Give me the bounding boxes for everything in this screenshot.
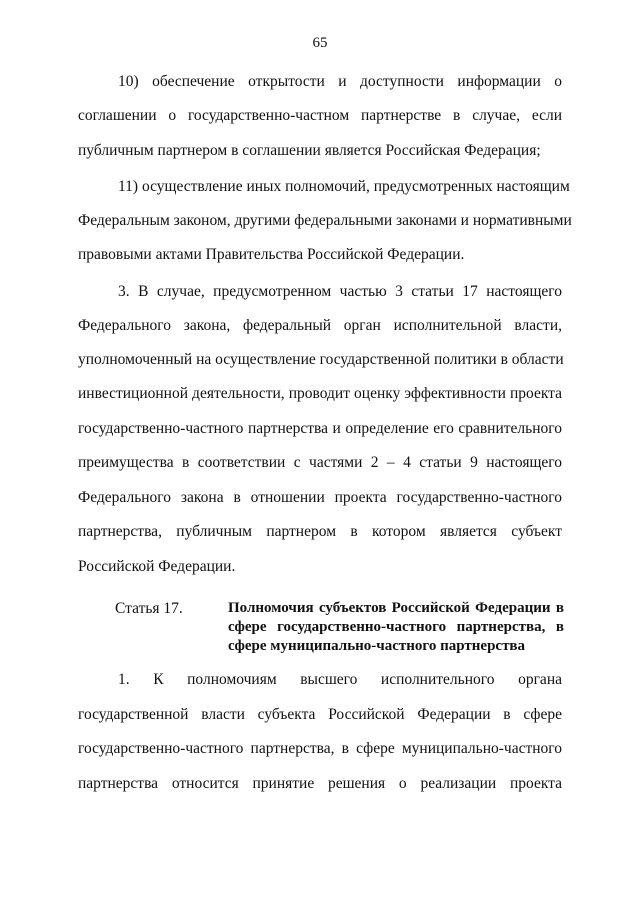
article-title-line-2: сфере государственно-частного партнерства, в [228, 619, 564, 635]
item-11-line-3: правовыми актами Правительства Российской Федерации. [78, 246, 465, 263]
article-17-part-1-line-3: государственно-частного партнерства, в сфере муниципально-частного [78, 740, 562, 757]
article-title-line-3: сфере муниципально-частного партнерства [228, 638, 526, 654]
part-3-line-6: преимущества в соответствии с частями 2 – 4 статьи 9 настоящего [78, 454, 562, 471]
article-title [228, 599, 564, 656]
article-17-part-1-line-2: государственной власти субъекта Российской Федерации в сфере [78, 706, 562, 723]
article-17-part-1-line-1: 1. К полномочиям высшего исполнительного органа [118, 671, 562, 688]
item-11-line-1: 11) осуществление иных полномочий, предусмотренных настоящим [118, 178, 570, 195]
item-10-line-3: публичным партнером в соглашении является Российская Федерация; [78, 142, 541, 159]
article-17-part-1-line-4: партнерства относится принятие решения о реализации проекта [78, 775, 562, 792]
item-11-line-2: Федеральным законом, другими федеральными законами и нормативными [78, 212, 572, 229]
part-3-line-8: партнерства, публичным партнером в котором является субъект [78, 523, 562, 540]
part-3-line-1: 3. В случае, предусмотренном частью 3 статьи 17 настоящего [118, 283, 562, 300]
part-3-line-7: Федерального закона в отношении проекта государственно-частного [78, 489, 562, 506]
part-3-line-5: государственно-частного партнерства и определение его сравнительного [78, 420, 562, 437]
page-number: 65 [312, 35, 328, 51]
article-title-line-1: Полномочия субъектов Российской Федерации в [228, 600, 564, 616]
part-3-line-2: Федерального закона, федеральный орган исполнительной власти, [78, 317, 562, 334]
item-10-line-1: 10) обеспечение открытости и доступности информации о [118, 73, 562, 90]
article-label: Статья 17. [115, 600, 183, 617]
item-10-line-2: соглашении о государственно-частном партнерстве в случае, если [78, 107, 562, 124]
part-3-line-9: Российской Федерации. [78, 558, 236, 575]
part-3-line-4: инвестиционной деятельности, проводит оценку эффективности проекта [78, 385, 562, 402]
part-3-line-3: уполномоченный на осуществление государственной политики в области [78, 351, 564, 368]
